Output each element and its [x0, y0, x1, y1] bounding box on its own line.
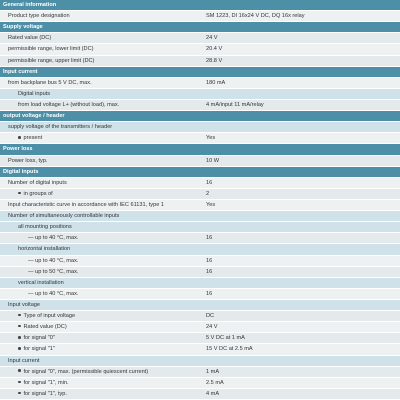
section-title: Input current: [3, 68, 38, 75]
spec-value: 2: [206, 190, 210, 197]
spec-label: [18, 389, 67, 400]
spec-row: [0, 178, 400, 189]
spec-row: [0, 311, 400, 322]
spec-label: [28, 256, 78, 267]
spec-row: [0, 200, 400, 211]
spec-label: [8, 356, 39, 367]
spec-label-text: from load voltage L+ (without load), max.: [18, 102, 120, 108]
spec-label: [8, 11, 70, 22]
spec-value: 4 mA: [206, 390, 220, 397]
spec-value: 1 mA: [206, 368, 220, 375]
spec-label-text: for signal "1", min.: [23, 379, 69, 386]
section-header: [0, 22, 400, 33]
spec-label-text: Number of simultaneously controllable inputs: [8, 213, 120, 220]
spec-label-text: supply voltage of the transmitters / header: [8, 124, 113, 131]
spec-label-text: up to 40 °C, max.: [35, 235, 79, 242]
spec-value: 4 mA/input 11 mA/relay: [206, 102, 264, 108]
spec-label: [18, 333, 55, 344]
spec-row: [0, 389, 400, 400]
spec-value: 16: [206, 179, 213, 186]
spec-label-text: for signal "0": [23, 335, 55, 342]
section-title: General information: [3, 2, 57, 8]
spec-label: [8, 33, 51, 44]
spec-value: 10 W: [206, 157, 220, 164]
spec-label-text: up to 40 °C, max.: [35, 257, 79, 264]
spec-label-text: from backplane bus 5 V DC, max.: [8, 79, 92, 86]
subsection-row: [0, 244, 400, 255]
spec-label-text: in groups of: [23, 190, 53, 197]
section-title: Supply voltage: [3, 24, 43, 31]
subsection-row: [0, 278, 400, 289]
spec-label: [8, 200, 164, 211]
subsection-row: [0, 222, 400, 233]
section-header: [0, 0, 400, 11]
spec-value: Yes: [206, 202, 216, 208]
subsection-row: [0, 122, 400, 133]
spec-value: 15 V DC at 2.5 mA: [206, 346, 253, 353]
spec-label: [18, 89, 50, 100]
spec-value: 24 V: [206, 324, 218, 331]
spec-value: 24 V: [206, 35, 218, 42]
spec-value: Yes: [206, 135, 216, 142]
spec-label: [18, 378, 69, 389]
spec-label: [18, 367, 148, 378]
spec-row: [0, 378, 400, 389]
spec-row: [0, 100, 400, 111]
spec-value: 28.8 V: [206, 57, 223, 64]
spec-label: [8, 78, 92, 89]
bullet-icon: [18, 336, 21, 339]
bullet-icon: [18, 325, 21, 328]
subsection-row: [0, 211, 400, 222]
spec-label: [8, 156, 47, 167]
dash-icon: —: [28, 235, 36, 242]
bullet-icon: [18, 136, 21, 139]
section-header: [0, 167, 400, 178]
spec-value: 20.4 V: [206, 46, 223, 53]
spec-label: [18, 278, 64, 289]
spec-label: [8, 178, 67, 189]
subsection-row: [0, 356, 400, 367]
spec-value: 5 V DC at 1 mA: [206, 335, 245, 342]
spec-label-text: horizontal installation: [18, 246, 71, 253]
spec-label-text: Input current: [8, 357, 40, 364]
subsection-row: [0, 300, 400, 311]
spec-label: [18, 344, 55, 355]
spec-row: [0, 256, 400, 267]
spec-row: [0, 44, 400, 55]
spec-row: [0, 322, 400, 333]
spec-label: [18, 100, 119, 111]
section-title: output voltage / header: [3, 113, 65, 120]
spec-value: 180 mA: [206, 79, 226, 86]
spec-row: [0, 33, 400, 44]
dash-icon: —: [28, 257, 36, 264]
section-header: [0, 67, 400, 78]
bullet-icon: [18, 192, 21, 195]
section-title: Power loss: [3, 146, 33, 153]
spec-label: [8, 56, 94, 67]
spec-row: [0, 367, 400, 378]
spec-row: [0, 344, 400, 355]
spec-row: [0, 189, 400, 200]
spec-row: [0, 156, 400, 167]
section-header: [0, 111, 400, 122]
spec-label: [28, 267, 78, 278]
spec-label-text: Number of digital inputs: [8, 179, 67, 186]
spec-label-text: for signal "1", typ.: [23, 390, 67, 397]
spec-label-text: for signal "1": [23, 346, 55, 353]
section-title: Digital inputs: [3, 168, 39, 175]
spec-label-text: present: [23, 135, 43, 142]
dash-icon: —: [28, 290, 36, 297]
bullet-icon: [18, 314, 21, 317]
spec-label: [28, 233, 78, 244]
dash-icon: —: [28, 268, 36, 275]
spec-row: [0, 56, 400, 67]
spec-label: [8, 122, 112, 133]
spec-value: 16: [206, 257, 213, 264]
spec-value: 16: [206, 235, 213, 242]
spec-label: [18, 189, 53, 200]
spec-label-text: Rated value (DC): [23, 324, 67, 331]
spec-row: [0, 11, 400, 22]
spec-value: 16: [206, 290, 213, 297]
spec-label-text: permissible range, upper limit (DC): [8, 57, 95, 64]
spec-label: [18, 322, 67, 333]
spec-row: [0, 289, 400, 300]
spec-label-text: all mounting positions: [18, 224, 72, 231]
spec-label-text: for signal "0", max. (permissible quiescent current): [23, 368, 149, 375]
spec-label-text: vertical installation: [18, 279, 64, 286]
spec-label: [8, 211, 119, 222]
spec-label: [18, 222, 72, 233]
spec-label: [18, 244, 70, 255]
bullet-icon: [18, 381, 21, 384]
spec-row: [0, 78, 400, 89]
spec-label: [28, 289, 78, 300]
spec-label: [18, 311, 75, 322]
spec-value: DC: [206, 313, 215, 320]
spec-label-text: Product type designation: [8, 13, 70, 20]
spec-label: [8, 300, 40, 311]
spec-row: [0, 133, 400, 144]
spec-label-text: Type of input voltage: [23, 313, 76, 320]
spec-label-text: up to 40 °C, max.: [35, 290, 79, 297]
bullet-icon: [18, 369, 21, 372]
spec-row: [0, 233, 400, 244]
spec-value: SM 1223, DI 16x24 V DC, DQ 16x relay: [206, 13, 305, 20]
spec-label-text: Input voltage: [8, 302, 41, 308]
bullet-icon: [18, 392, 21, 395]
spec-row: [0, 333, 400, 344]
spec-label-text: Digital inputs: [18, 90, 51, 97]
spec-label: [8, 44, 93, 55]
spec-row: [0, 267, 400, 278]
spec-label-text: up to 50 °C, max.: [35, 268, 79, 275]
subsection-row: [0, 89, 400, 100]
spec-label-text: permissible range, lower limit (DC): [8, 46, 94, 53]
spec-label-text: Rated value (DC): [8, 35, 52, 42]
spec-value: 16: [206, 268, 213, 275]
spec-value: 2.5 mA: [206, 379, 224, 386]
spec-label-text: Power loss, typ.: [8, 157, 48, 164]
bullet-icon: [18, 347, 21, 350]
spec-label: [18, 133, 42, 144]
section-header: [0, 144, 400, 155]
spec-label-text: Input characteristic curve in accordance with IEC 61131, type 1: [8, 202, 164, 208]
